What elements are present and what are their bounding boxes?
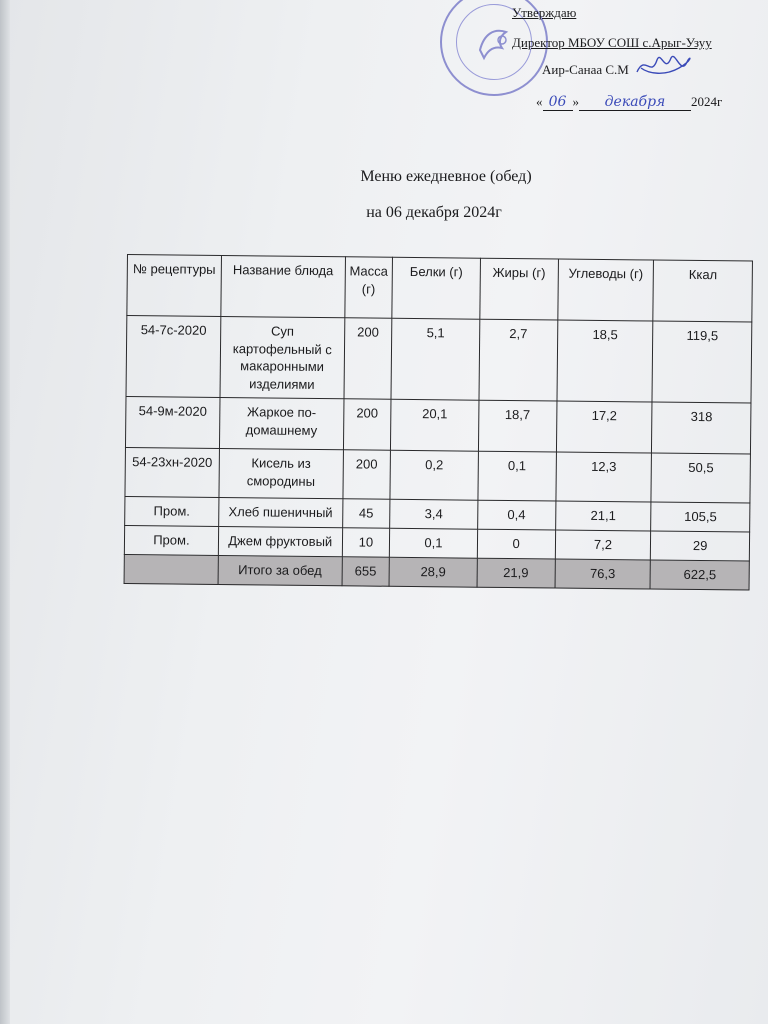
- header-protein: Белки (г): [392, 257, 480, 319]
- cell-carbs: 21,1: [555, 501, 651, 531]
- document-subtitle-date: на 06 декабря 2024г: [366, 204, 502, 221]
- cell-mass: 45: [342, 499, 390, 528]
- date-year: 2024г: [691, 94, 723, 109]
- approve-word: Утверждаю: [512, 5, 577, 20]
- cell-kcal: 29: [651, 531, 750, 561]
- director-signature: [635, 48, 695, 82]
- cell-recipe-number: 54-9м-2020: [125, 397, 219, 449]
- director-title: Директор МБОУ СОШ с.Арыг-Узуу: [512, 35, 712, 50]
- cell-total-code: [124, 555, 218, 585]
- cell-kcal: 119,5: [652, 321, 751, 403]
- cell-protein: 0,2: [390, 450, 478, 500]
- header-kcal: Ккал: [653, 260, 752, 322]
- cell-kcal: 105,5: [651, 502, 750, 532]
- header-fat: Жиры (г): [480, 258, 558, 320]
- cell-total-fat: 21,9: [477, 558, 555, 588]
- cell-mass: 200: [343, 399, 391, 450]
- cell-total-mass: 655: [342, 557, 390, 586]
- cell-protein: 20,1: [391, 399, 479, 451]
- director-name: Аир-Санаа С.М: [542, 62, 629, 77]
- header-dish-name: Название блюда: [221, 255, 345, 317]
- approval-block: [440, 0, 768, 130]
- cell-fat: 0,1: [478, 451, 556, 501]
- date-day: 06: [548, 94, 567, 110]
- cell-dish-name: Хлеб пшеничный: [219, 498, 343, 528]
- cell-total-kcal: 622,5: [650, 560, 749, 590]
- header-carbs: Углеводы (г): [557, 259, 653, 321]
- cell-mass: 200: [344, 318, 392, 400]
- cell-total-carbs: 76,3: [555, 559, 651, 589]
- cell-fat: 0,4: [477, 500, 555, 530]
- header-recipe-number: № рецептуры: [127, 255, 221, 317]
- cell-mass: 200: [343, 450, 391, 499]
- menu-table: [124, 254, 753, 591]
- cell-total-label: Итого за обед: [218, 556, 342, 586]
- date-month: декабря: [604, 94, 666, 110]
- cell-fat: 0: [477, 529, 555, 559]
- cell-kcal: 50,5: [651, 453, 750, 503]
- cell-dish-name: Жаркое по-домашнему: [219, 398, 343, 450]
- cell-protein: 0,1: [389, 528, 477, 558]
- date-close-quote: »: [572, 94, 579, 109]
- cell-recipe-number: Пром.: [124, 526, 218, 556]
- cell-carbs: 12,3: [556, 452, 652, 502]
- cell-protein: 3,4: [390, 499, 478, 529]
- table-header-row: [127, 255, 753, 323]
- cell-recipe-number: 54-7с-2020: [126, 316, 221, 398]
- table-row: [125, 397, 750, 455]
- cell-recipe-number: Пром.: [125, 497, 219, 527]
- cell-carbs: 7,2: [555, 530, 651, 560]
- cell-total-protein: 28,9: [389, 557, 477, 587]
- cell-dish-name: Суп картофельный с макаронными изделиями: [220, 316, 345, 398]
- cell-dish-name: Джем фруктовый: [218, 527, 342, 557]
- cell-fat: 2,7: [479, 319, 558, 401]
- cell-protein: 5,1: [391, 318, 480, 400]
- total-row: [124, 555, 749, 591]
- table-row: [125, 448, 750, 504]
- cell-kcal: 318: [652, 402, 751, 454]
- table-row: [126, 316, 752, 404]
- cell-recipe-number: 54-23хн-2020: [125, 448, 219, 498]
- date-open-quote: «: [536, 94, 543, 109]
- cell-mass: 10: [342, 528, 390, 557]
- approval-date: [536, 94, 722, 111]
- cell-carbs: 17,2: [556, 401, 652, 453]
- header-mass: Масса (г): [345, 257, 393, 318]
- page-edge: [0, 0, 10, 1024]
- cell-carbs: 18,5: [557, 320, 654, 402]
- cell-dish-name: Кисель из смородины: [219, 449, 343, 499]
- cell-fat: 18,7: [478, 400, 556, 452]
- document-title: Меню ежедневное (обед): [360, 168, 532, 185]
